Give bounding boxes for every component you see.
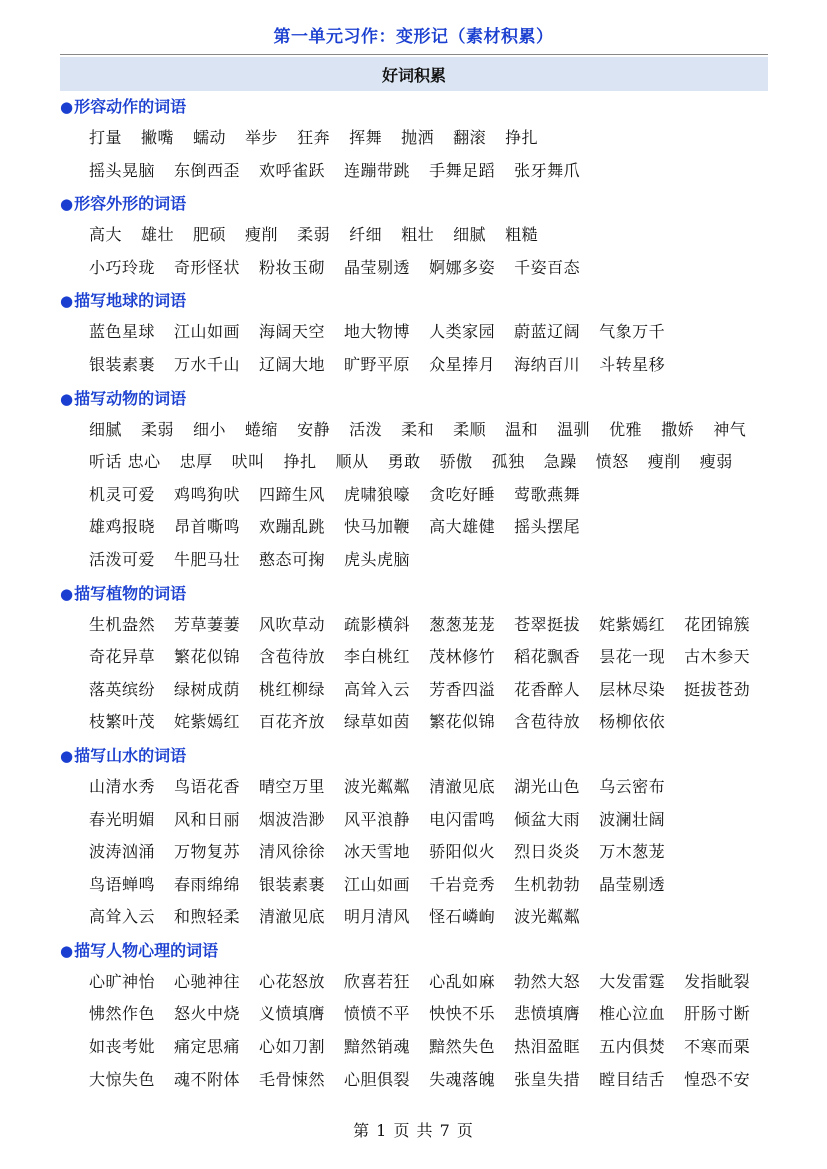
word: 孤独 — [491, 452, 525, 472]
word: 神气 — [713, 419, 747, 439]
section-heading — [60, 582, 780, 614]
word: 肥硕 — [193, 225, 227, 245]
word-row — [89, 1036, 780, 1069]
word: 海纳百川 — [514, 354, 581, 374]
word: 高耸入云 — [89, 907, 156, 927]
word: 翻滚 — [453, 128, 487, 147]
word: 安静 — [297, 419, 331, 439]
word: 机灵可爱 — [89, 484, 156, 504]
word: 温驯 — [557, 419, 591, 439]
word: 山清水秀 — [89, 776, 156, 796]
word: 心旷神怡 — [89, 971, 156, 991]
word-row — [89, 516, 780, 549]
word: 挣扎 — [283, 452, 317, 472]
section-heading-label: 描写山水的词语 — [74, 745, 187, 765]
word: 勇敢 — [387, 452, 421, 472]
word: 鸡鸣狗吠 — [174, 484, 241, 504]
word-row — [89, 549, 780, 582]
word: 心花怒放 — [259, 971, 326, 991]
word: 骄阳似火 — [429, 842, 496, 862]
section-heading — [60, 939, 780, 971]
section-heading — [60, 387, 780, 419]
word: 姹紫嫣红 — [174, 712, 241, 732]
word: 万木葱茏 — [599, 842, 666, 862]
word: 义愤填膺 — [259, 1004, 326, 1024]
word: 鸟语花香 — [174, 776, 241, 796]
word: 瘦削 — [245, 225, 279, 245]
word: 冰天雪地 — [344, 842, 411, 862]
word: 繁花似锦 — [429, 712, 496, 732]
section-heading — [60, 289, 780, 321]
word: 贪吃好睡 — [429, 484, 496, 504]
word: 明月清风 — [344, 907, 411, 927]
bullet-icon: ● — [60, 584, 74, 603]
word: 黯然销魂 — [344, 1037, 411, 1057]
word: 清风徐徐 — [259, 842, 326, 862]
word: 辽阔大地 — [259, 354, 326, 374]
word: 蔚蓝辽阔 — [514, 322, 581, 342]
word: 举步 — [245, 128, 279, 147]
word-row — [89, 1069, 780, 1102]
word: 怫然作色 — [89, 1004, 156, 1024]
word-row — [89, 841, 780, 874]
word: 不寒而栗 — [684, 1037, 751, 1057]
word: 柔弱 — [141, 419, 175, 439]
word: 乌云密布 — [599, 776, 666, 796]
word: 晶莹剔透 — [599, 874, 666, 894]
word: 旷野平原 — [344, 354, 411, 374]
word: 高大雄健 — [429, 517, 496, 537]
word: 手舞足蹈 — [429, 160, 496, 180]
word-row — [89, 451, 780, 484]
word: 含苞待放 — [259, 647, 326, 667]
word: 怪石嶙峋 — [429, 907, 496, 927]
word: 连蹦带跳 — [344, 160, 411, 180]
word-row — [89, 1003, 780, 1036]
word-row — [89, 160, 780, 193]
word: 张牙舞爪 — [514, 160, 581, 180]
word: 大惊失色 — [89, 1069, 156, 1089]
word-row — [89, 646, 780, 679]
word: 晴空万里 — [259, 776, 326, 796]
word: 苍翠挺拔 — [514, 614, 581, 634]
word: 欢蹦乱跳 — [259, 517, 326, 537]
word: 婀娜多姿 — [429, 257, 496, 277]
word: 万物复苏 — [174, 842, 241, 862]
section-heading-label: 描写地球的词语 — [74, 291, 187, 311]
page-title: 第一单元习作：变形记（素材积累） — [273, 27, 554, 47]
word-row — [89, 809, 780, 842]
word: 大发雷霆 — [599, 971, 666, 991]
word: 桃红柳绿 — [259, 679, 326, 699]
word-row — [89, 906, 780, 939]
word: 牛肥马壮 — [174, 549, 241, 569]
section-heading — [60, 744, 780, 776]
word: 虎头虎脑 — [344, 549, 411, 569]
word: 怏怏不乐 — [429, 1004, 496, 1024]
bullet-icon: ● — [60, 195, 74, 214]
bullet-icon: ● — [60, 389, 74, 408]
word: 昙花一现 — [599, 647, 666, 667]
word: 众星捧月 — [429, 354, 496, 374]
word: 纤细 — [349, 225, 383, 245]
word: 椎心泣血 — [599, 1004, 666, 1024]
word: 痛定思痛 — [174, 1037, 241, 1057]
word: 蜷缩 — [245, 419, 279, 439]
word: 小巧玲珑 — [89, 257, 156, 277]
word: 优雅 — [609, 419, 643, 439]
word: 粗糙 — [505, 225, 539, 245]
word: 落英缤纷 — [89, 679, 156, 699]
word: 骄傲 — [439, 452, 473, 472]
word: 波光粼粼 — [344, 776, 411, 796]
word: 花香醉人 — [514, 679, 581, 699]
word: 杨柳依依 — [599, 712, 666, 732]
word: 生机盎然 — [89, 614, 156, 634]
word: 愤愤不平 — [344, 1004, 411, 1024]
word: 和煦轻柔 — [174, 907, 241, 927]
word: 瘦削 — [647, 452, 681, 472]
word-row — [89, 224, 780, 257]
word: 茂林修竹 — [429, 647, 496, 667]
word: 海阔天空 — [259, 322, 326, 342]
word: 烈日炎炎 — [514, 842, 581, 862]
word: 柔顺 — [453, 419, 487, 439]
page-footer: 第 1 页 共 7 页 — [353, 1121, 474, 1140]
word: 高耸入云 — [344, 679, 411, 699]
word-row — [89, 614, 780, 647]
word: 心乱如麻 — [429, 971, 496, 991]
word: 抛洒 — [401, 128, 435, 147]
word: 心胆俱裂 — [344, 1069, 411, 1089]
word: 四蹄生风 — [259, 484, 326, 504]
word: 瞠目结舌 — [599, 1069, 666, 1089]
word-row — [89, 776, 780, 809]
word: 张皇失措 — [514, 1069, 581, 1089]
word: 粉妆玉砌 — [259, 257, 326, 277]
word: 勃然大怒 — [514, 971, 581, 991]
word: 气象万千 — [599, 322, 666, 342]
word: 挺拔苍劲 — [684, 679, 751, 699]
section-band: 好词积累 — [60, 57, 768, 91]
word: 欢呼雀跃 — [259, 160, 326, 180]
section-heading-label: 描写动物的词语 — [74, 388, 187, 408]
word: 心如刀割 — [259, 1037, 326, 1057]
word-row — [89, 419, 780, 452]
word-row — [89, 127, 780, 160]
word: 生机勃勃 — [514, 874, 581, 894]
word-row — [89, 711, 780, 744]
bullet-icon: ● — [60, 941, 74, 960]
header-rule — [60, 54, 768, 55]
word: 毛骨悚然 — [259, 1069, 326, 1089]
word: 倾盆大雨 — [514, 809, 581, 829]
word: 瘦弱 — [699, 452, 733, 472]
word: 清澈见底 — [259, 907, 326, 927]
word: 花团锦簇 — [684, 614, 751, 634]
word: 昂首嘶鸣 — [174, 517, 241, 537]
word: 波澜壮阔 — [599, 809, 666, 829]
word-row — [89, 484, 780, 517]
word: 活泼可爱 — [89, 549, 156, 569]
word: 绿草如茵 — [344, 712, 411, 732]
word: 绿树成荫 — [174, 679, 241, 699]
word: 烟波浩渺 — [259, 809, 326, 829]
word: 奇形怪状 — [174, 257, 241, 277]
word: 急躁 — [543, 452, 577, 472]
word: 清澈见底 — [429, 776, 496, 796]
word-row — [89, 874, 780, 907]
word: 粗壮 — [401, 225, 435, 245]
section-heading — [60, 95, 780, 127]
word: 疏影横斜 — [344, 614, 411, 634]
section-heading-label: 形容外形的词语 — [74, 194, 187, 214]
word: 高大 — [89, 225, 123, 245]
word: 如丧考妣 — [89, 1037, 156, 1057]
word: 摇头摆尾 — [514, 517, 581, 537]
word: 吠叫 — [231, 452, 265, 472]
word: 湖光山色 — [514, 776, 581, 796]
word-row — [89, 679, 780, 712]
word-row — [89, 354, 780, 387]
word: 憨态可掬 — [259, 549, 326, 569]
word: 万水千山 — [174, 354, 241, 374]
word: 春光明媚 — [89, 809, 156, 829]
section-heading-label: 描写人物心理的词语 — [74, 940, 219, 960]
word: 含苞待放 — [514, 712, 581, 732]
word: 斗转星移 — [599, 354, 666, 374]
word: 怒火中烧 — [174, 1004, 241, 1024]
word: 肝肠寸断 — [684, 1004, 751, 1024]
word: 风吹草动 — [259, 614, 326, 634]
word: 挥舞 — [349, 128, 383, 147]
word: 百花齐放 — [259, 712, 326, 732]
section-heading — [60, 192, 780, 224]
word: 撒娇 — [661, 419, 695, 439]
word: 风和日丽 — [174, 809, 241, 829]
word: 繁花似锦 — [174, 647, 241, 667]
word: 听话 忠心 — [89, 452, 161, 472]
word: 鸟语蝉鸣 — [89, 874, 156, 894]
word: 柔和 — [401, 419, 435, 439]
word: 发指眦裂 — [684, 971, 751, 991]
word: 细腻 — [453, 225, 487, 245]
word-list — [60, 95, 780, 1101]
word: 江山如画 — [344, 874, 411, 894]
word: 失魂落魄 — [429, 1069, 496, 1089]
word: 芳草萋萋 — [174, 614, 241, 634]
word: 活泼 — [349, 419, 383, 439]
word: 波涛汹涌 — [89, 842, 156, 862]
word: 挣扎 — [505, 128, 539, 147]
word: 芳香四溢 — [429, 679, 496, 699]
word: 五内俱焚 — [599, 1037, 666, 1057]
word: 晶莹剔透 — [344, 257, 411, 277]
word: 风平浪静 — [344, 809, 411, 829]
bullet-icon: ● — [60, 746, 74, 765]
word: 李白桃红 — [344, 647, 411, 667]
word: 悲愤填膺 — [514, 1004, 581, 1024]
word: 细腻 — [89, 419, 123, 439]
word: 忠厚 — [179, 452, 213, 472]
word: 枝繁叶茂 — [89, 712, 156, 732]
word: 温和 — [505, 419, 539, 439]
word: 葱葱茏茏 — [429, 614, 496, 634]
word: 姹紫嫣红 — [599, 614, 666, 634]
word: 撇嘴 — [141, 128, 175, 147]
word-row — [89, 257, 780, 290]
word: 热泪盈眶 — [514, 1037, 581, 1057]
word: 魂不附体 — [174, 1069, 241, 1089]
word: 春雨绵绵 — [174, 874, 241, 894]
word: 打量 — [89, 128, 123, 147]
word: 地大物博 — [344, 322, 411, 342]
word: 千姿百态 — [514, 257, 581, 277]
word: 银装素裹 — [259, 874, 326, 894]
word: 狂奔 — [297, 128, 331, 147]
word: 快马加鞭 — [344, 517, 411, 537]
word: 黯然失色 — [429, 1037, 496, 1057]
word-row — [89, 321, 780, 354]
word: 欣喜若狂 — [344, 971, 411, 991]
word: 东倒西歪 — [174, 160, 241, 180]
word: 心驰神往 — [174, 971, 241, 991]
word: 摇头晃脑 — [89, 160, 156, 180]
word: 蓝色星球 — [89, 322, 156, 342]
word: 千岩竞秀 — [429, 874, 496, 894]
word: 虎啸狼嚎 — [344, 484, 411, 504]
word: 柔弱 — [297, 225, 331, 245]
word: 江山如画 — [174, 322, 241, 342]
word: 奇花异草 — [89, 647, 156, 667]
word: 莺歌燕舞 — [514, 484, 581, 504]
word: 波光粼粼 — [514, 907, 581, 927]
word: 银装素裹 — [89, 354, 156, 374]
word: 稻花飘香 — [514, 647, 581, 667]
word: 惶恐不安 — [684, 1069, 751, 1089]
word: 人类家园 — [429, 322, 496, 342]
word: 细小 — [193, 419, 227, 439]
word: 电闪雷鸣 — [429, 809, 496, 829]
word: 愤怒 — [595, 452, 629, 472]
bullet-icon: ● — [60, 98, 74, 116]
word: 雄壮 — [141, 225, 175, 245]
word: 古木参天 — [684, 647, 751, 667]
section-heading-label: 描写植物的词语 — [74, 583, 187, 603]
bullet-icon: ● — [60, 292, 74, 311]
word: 层林尽染 — [599, 679, 666, 699]
word-row — [89, 971, 780, 1004]
word: 蠕动 — [193, 128, 227, 147]
word: 雄鸡报晓 — [89, 517, 156, 537]
section-heading-label: 形容动作的词语 — [74, 97, 187, 116]
word: 顺从 — [335, 452, 369, 472]
